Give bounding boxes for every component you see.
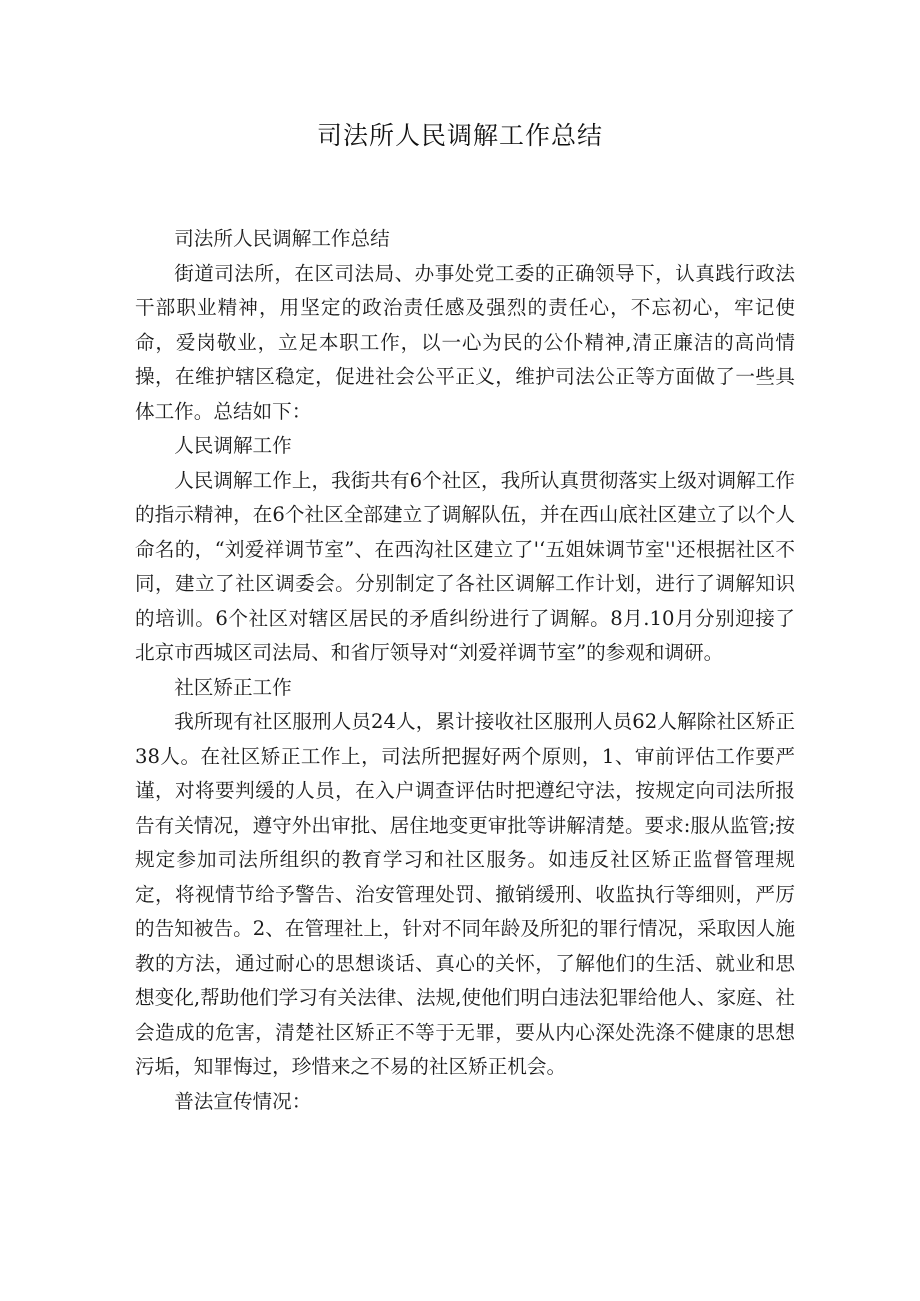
heading-correction: 社区矫正工作 bbox=[174, 675, 292, 699]
paragraph-mediation: 人民调解工作上，我街共有6个社区，我所认真贯彻落实上级对调解工作的指示精神，在6个社区全部建立了调解队伍，并在西山底社区建立了以个人命名的，“刘爱祥调节室”、在西沟社区建立了'‘五姐妹调节室''还根据社区不同，建立了社区调委会。分别制定了各社区调解工作计划，进行了调解知识的培训。6个社区对辖区居民的矛盾纠纷进行了调解。8月.10月分别迎接了北京市西城区司法局、和省厅领导对“刘爱祥调节室”的参观和调研。 bbox=[135, 468, 795, 664]
document-body bbox=[135, 222, 795, 1119]
paragraph-intro: 街道司法所，在区司法局、办事处党工委的正确领导下，认真践行政法干部职业精神，用坚定的政治责任感及强烈的责任心，不忘初心，牢记使命，爱岗敬业，立足本职工作，以一心为民的公仆精神,清正廉洁的高尚情操，在维护辖区稳定，促进社会公平正义，维护司法公正等方面做了一些具体工作。总结如下： bbox=[135, 261, 795, 423]
heading-legal-publicity: 普法宣传情况： bbox=[174, 1089, 312, 1113]
document-title: 司法所人民调解工作总结 bbox=[316, 121, 603, 150]
paragraph-subtitle: 司法所人民调解工作总结 bbox=[174, 227, 390, 250]
heading-mediation: 人民调解工作 bbox=[174, 434, 292, 457]
paragraph-correction: 我所现有社区服刑人员24人，累计接收社区服刑人员62人解除社区矫正38人。在社区矫正工作上，司法所把握好两个原则，1、审前评估工作要严谨，对将要判缓的人员，在入户调查评估时把遵纪守法，按规定向司法所报告有关情况，遵守外出审批、居住地变更审批等讲解清楚。要求:服从监管;按规定参加司法所组织的教育学习和社区服务。如违反社区矫正监督管理规定，将视情节给予警告、治安管理处罚、撤销缓刑、收监执行等细则，严厉的告知被告。2、在管理社上，针对不同年龄及所犯的罪行情况，采取因人施教的方法，通过耐心的思想谈话、真心的关怀，了解他们的生活、就业和思想变化,帮助他们学习有关法律、法规,使他们明白违法犯罪给他人、家庭、社会造成的危害，清楚社区矫正不等于无罪，要从内心深处洗涤不健康的思想污垢，知罪悔过，珍惜来之不易的社区矫正机会。 bbox=[135, 710, 795, 1078]
